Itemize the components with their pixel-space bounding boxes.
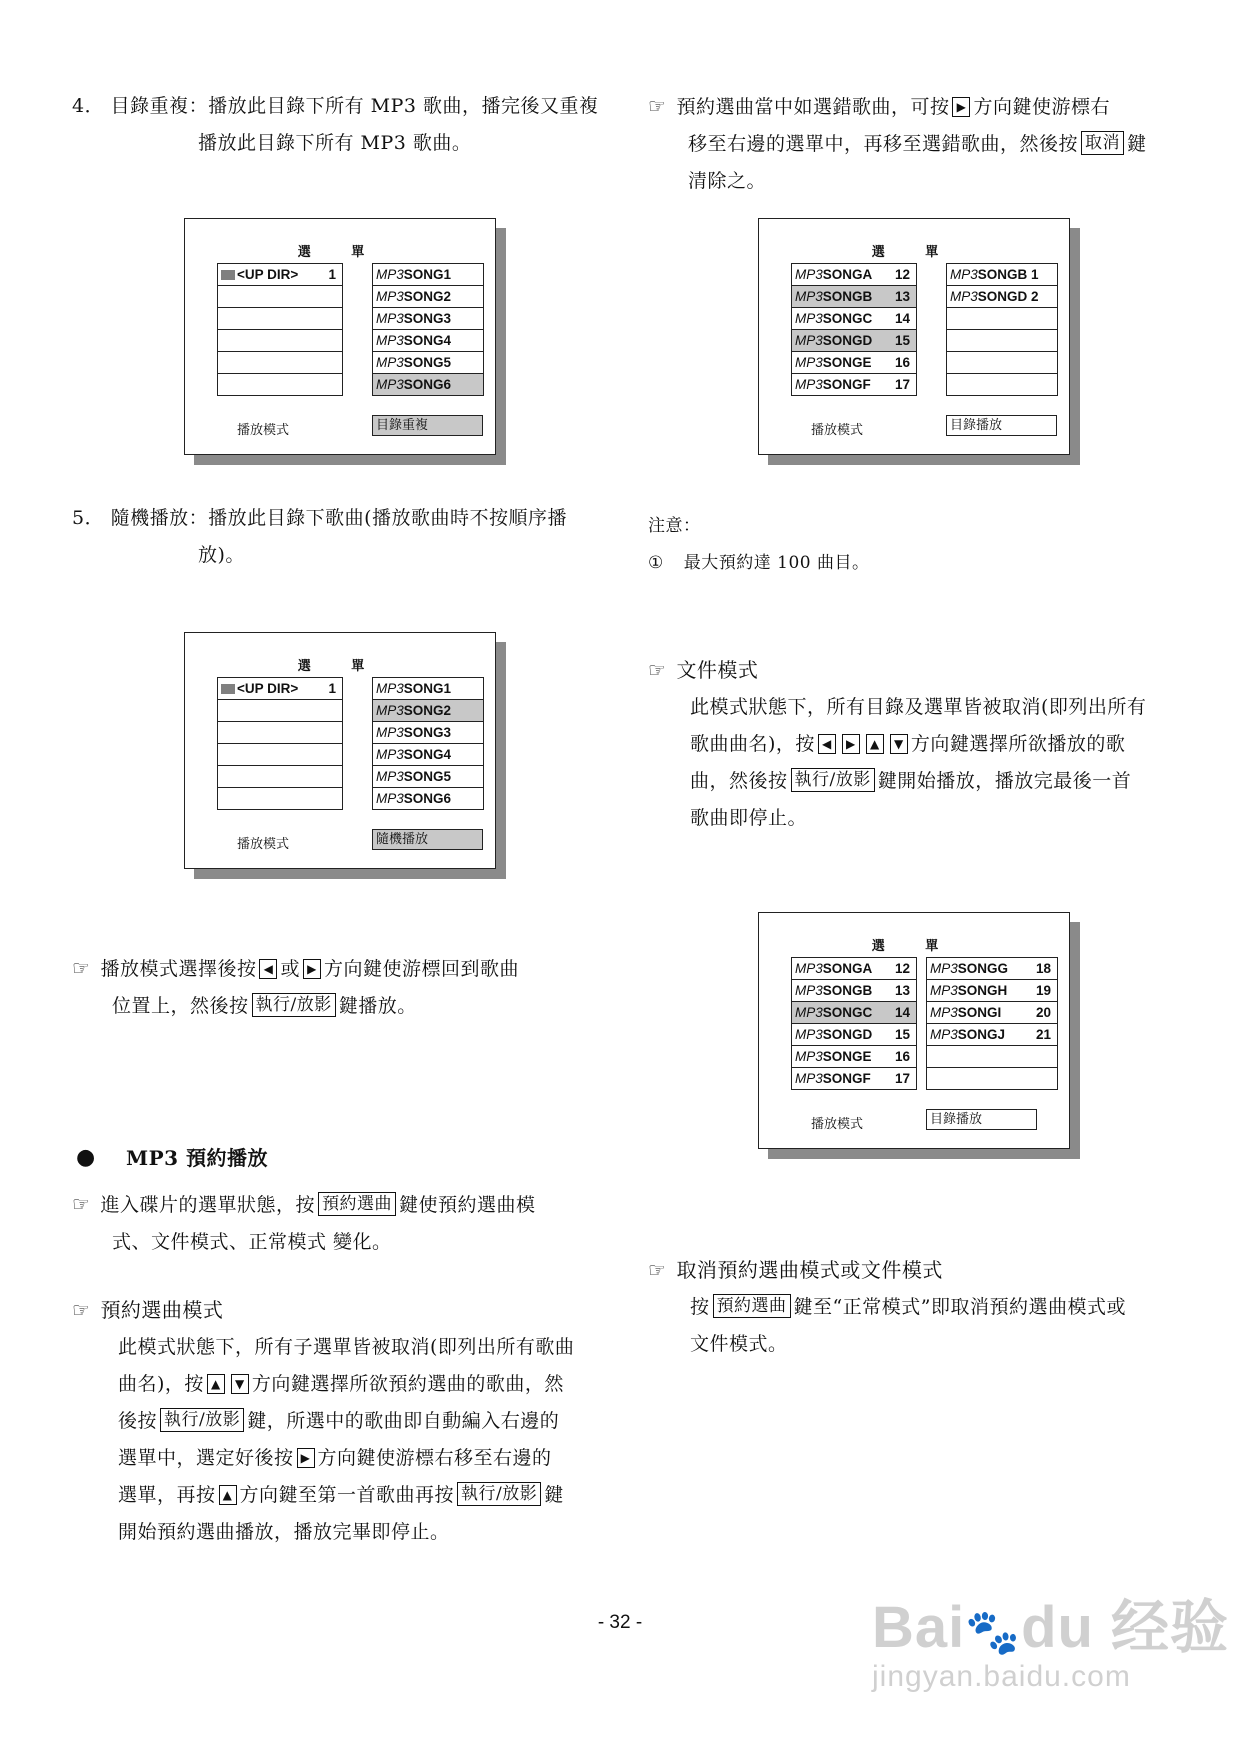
pointing-hand-icon: ☞ <box>72 1192 91 1216</box>
reserve-key: 預約選曲 <box>713 1294 791 1318</box>
item-5-line2: 放)。 <box>198 544 245 566</box>
song-name: SONG2 <box>403 289 452 304</box>
song-name: SONGH <box>957 983 1008 998</box>
song-list-item[interactable] <box>792 264 916 286</box>
song-list-item[interactable] <box>792 308 916 330</box>
left-arrow-key-icon: ◀ <box>818 734 836 754</box>
song-name: SONG5 <box>403 355 452 370</box>
song-name: SONG1 <box>403 681 452 696</box>
song-prefix: MP3 <box>795 311 823 326</box>
song-list-item[interactable] <box>373 352 483 374</box>
song-name: SONGC <box>822 311 873 326</box>
song-name: SONG3 <box>403 311 452 326</box>
song-list-item[interactable] <box>792 1068 916 1089</box>
song-list-item[interactable] <box>373 286 483 308</box>
item-4-directory-repeat <box>72 88 612 162</box>
play-mode-label: 播放模式 <box>811 423 864 438</box>
file-mode-title: 文件模式 <box>676 658 759 682</box>
song-list-item[interactable] <box>792 374 916 395</box>
track-number: 17 <box>894 377 910 392</box>
empty-list-slot[interactable] <box>927 1046 1057 1068</box>
screen-reserve-select <box>758 218 1070 455</box>
song-name: SONGB <box>822 983 873 998</box>
song-name: SONGD <box>822 333 873 348</box>
song-list-item[interactable] <box>927 980 1057 1002</box>
track-number: 14 <box>894 1005 910 1020</box>
empty-list-slot[interactable] <box>218 352 342 374</box>
screen-file-mode <box>758 912 1070 1149</box>
song-prefix: MP3 <box>930 961 958 976</box>
right-arrow-key-icon: ▶ <box>303 959 321 979</box>
item-5-random-play <box>72 500 612 574</box>
song-list-item[interactable] <box>373 678 483 700</box>
song-list-item[interactable] <box>373 700 483 722</box>
song-list-item[interactable] <box>947 286 1057 308</box>
song-name: SONG2 <box>403 703 452 718</box>
song-prefix: MP3 <box>930 1005 958 1020</box>
right-arrow-key-icon: ▶ <box>952 97 970 117</box>
song-name: SONG4 <box>403 747 452 762</box>
file-mode-section: ☞ 文件模式 此模式狀態下，所有目錄及選單皆被取消(即列出所有 歌曲曲名)，按 ◀ ▶ ▲ ▼ 方向鍵選擇所欲播放的歌 曲，然後按 執行/放影 鍵開始播放，播放完最後一首 歌曲即停止。 <box>648 658 1147 829</box>
note-title: 注意： <box>648 516 701 536</box>
song-list-item[interactable] <box>947 264 1057 286</box>
song-name: SONGC <box>822 1005 873 1020</box>
song-name: SONGB 1 <box>977 267 1039 282</box>
song-prefix: MP3 <box>795 289 823 304</box>
song-prefix: MP3 <box>795 267 823 282</box>
cancel-key: 取消 <box>1081 131 1124 155</box>
empty-list-slot[interactable] <box>218 374 342 395</box>
song-name: SONG5 <box>403 769 452 784</box>
song-name: SONGD <box>822 1027 873 1042</box>
up-arrow-key-icon: ▲ <box>207 1374 225 1394</box>
track-number: 15 <box>894 1027 910 1042</box>
screen-3-right-list <box>946 263 1058 396</box>
song-prefix: MP3 <box>795 333 823 348</box>
song-prefix: MP3 <box>376 333 404 348</box>
song-name: SONG1 <box>403 267 452 282</box>
play-mode-label: 播放模式 <box>811 1117 864 1132</box>
track-number: 12 <box>894 961 910 976</box>
song-prefix: MP3 <box>795 1027 823 1042</box>
song-prefix: MP3 <box>376 311 404 326</box>
song-list-item[interactable] <box>373 766 483 788</box>
song-name: SONGI <box>957 1005 1002 1020</box>
track-number: 13 <box>894 983 910 998</box>
tip-cancel-wrong-song: ☞ 預約選曲當中如選錯歌曲，可按 ▶ 方向鍵使游標右 移至右邊的選單中，再移至選錯歌曲，然後按 取消 鍵 清除之。 <box>648 94 1147 192</box>
right-arrow-key-icon: ▶ <box>842 734 860 754</box>
empty-list-slot[interactable] <box>947 330 1057 352</box>
screen-3-left-list <box>791 263 917 396</box>
song-prefix: MP3 <box>376 267 404 282</box>
folder-icon <box>221 684 235 694</box>
song-list-item[interactable] <box>373 744 483 766</box>
track-number: 18 <box>1035 961 1051 976</box>
watermark-url: jingyan.baidu.com <box>872 1660 1131 1693</box>
song-prefix: MP3 <box>795 1049 823 1064</box>
cancel-mode-title: 取消預約選曲模式或文件模式 <box>676 1258 943 1282</box>
screen-directory-repeat <box>184 218 496 455</box>
song-name: SONGA <box>822 961 873 976</box>
song-list-item[interactable] <box>792 1046 916 1068</box>
track-number: 19 <box>1035 983 1051 998</box>
reserve-mode-section: ☞ 預約選曲模式 此模式狀態下，所有子選單皆被取消(即列出所有歌曲 曲名)，按 ▲ ▼ 方向鍵選擇所欲預約選曲的歌曲，然 後按 執行/放影 鍵，所選中的歌曲即自動編入右邊的 選單中，選定好後按 ▶ 方向鍵使游標右移至右邊的 選單，再按 ▲ 方向鍵至第一首歌曲再按 執行/放影 鍵 開始預約選曲播放，播放完畢即停止。 <box>72 1298 575 1543</box>
screen-title: 選 單 <box>871 245 957 260</box>
baidu-jingyan-watermark <box>872 1580 1229 1694</box>
play-mode-label: 播放模式 <box>237 837 290 852</box>
note-1: 最大預約達 100 曲目。 <box>683 553 870 573</box>
track-number: 16 <box>894 1049 910 1064</box>
song-name: SONGJ <box>957 1027 1006 1042</box>
track-number: 21 <box>1035 1027 1051 1042</box>
play-mode-value[interactable]: 隨機播放 <box>372 829 483 850</box>
song-list-item[interactable] <box>373 374 483 395</box>
right-arrow-key-icon: ▶ <box>297 1448 315 1468</box>
song-name: SONG6 <box>403 791 452 806</box>
song-name: SONGF <box>822 377 871 392</box>
song-prefix: MP3 <box>376 703 404 718</box>
song-list-item[interactable] <box>373 308 483 330</box>
track-number: 16 <box>894 355 910 370</box>
down-arrow-key-icon: ▼ <box>231 1374 249 1394</box>
track-number: 17 <box>894 1071 910 1086</box>
song-prefix: MP3 <box>795 983 823 998</box>
song-list-item[interactable] <box>218 678 342 700</box>
song-prefix: MP3 <box>795 1005 823 1020</box>
play-mode-value[interactable]: 目錄播放 <box>926 1109 1037 1130</box>
song-prefix: MP3 <box>930 1027 958 1042</box>
song-prefix: MP3 <box>795 355 823 370</box>
screen-title: 選 單 <box>297 245 383 260</box>
song-prefix: MP3 <box>376 747 404 762</box>
tip-reserve-key: ☞ 進入碟片的選單狀態，按 預約選曲 鍵使預約選曲模 式、文件模式、正常模式 變化。 <box>72 1192 536 1253</box>
reserve-key: 預約選曲 <box>318 1192 396 1216</box>
screen-title: 選 單 <box>297 659 383 674</box>
song-name: SONGB <box>822 289 873 304</box>
screen-2-left-list <box>217 677 343 810</box>
song-name: <UP DIR> <box>237 681 299 696</box>
song-name: SONGE <box>822 1049 872 1064</box>
song-prefix: MP3 <box>376 725 404 740</box>
track-number: 12 <box>894 267 910 282</box>
track-number: 1 <box>328 267 336 282</box>
song-name: SONGE <box>822 355 872 370</box>
song-list-item[interactable] <box>792 286 916 308</box>
empty-list-slot[interactable] <box>218 308 342 330</box>
down-arrow-key-icon: ▼ <box>890 734 908 754</box>
bullet-icon: ● <box>76 1145 96 1170</box>
section-mp3-reserve <box>72 1140 612 1177</box>
song-list-item[interactable] <box>792 980 916 1002</box>
watermark-logo: Bai🐾du 经验 <box>872 1595 1230 1660</box>
song-list-item[interactable] <box>792 1024 916 1046</box>
empty-list-slot[interactable] <box>218 286 342 308</box>
screen-1-right-list <box>372 263 484 396</box>
empty-list-slot[interactable] <box>218 330 342 352</box>
song-prefix: MP3 <box>795 1071 823 1086</box>
empty-list-slot[interactable] <box>218 744 342 766</box>
song-prefix: MP3 <box>376 681 404 696</box>
left-arrow-key-icon: ◀ <box>259 959 277 979</box>
song-name: <UP DIR> <box>237 267 299 282</box>
pointing-hand-icon: ☞ <box>72 956 91 980</box>
song-prefix: MP3 <box>376 377 404 392</box>
empty-list-slot[interactable] <box>218 766 342 788</box>
item-4-line1: 4． 目錄重複：播放此目錄下所有 MP3 歌曲，播完後又重複 <box>72 95 599 117</box>
song-list-item[interactable] <box>792 330 916 352</box>
play-mode-value[interactable]: 目錄重複 <box>372 415 483 436</box>
song-name: SONGF <box>822 1071 871 1086</box>
song-list-item[interactable] <box>927 958 1057 980</box>
song-name: SONG4 <box>403 333 452 348</box>
song-list-item[interactable] <box>373 788 483 809</box>
song-list-item[interactable] <box>927 1024 1057 1046</box>
song-prefix: MP3 <box>950 289 978 304</box>
play-key: 執行/放影 <box>457 1482 541 1506</box>
song-list-item[interactable] <box>792 352 916 374</box>
song-name: SONGG <box>957 961 1009 976</box>
screen-2-right-list <box>372 677 484 810</box>
play-key: 執行/放影 <box>791 768 875 792</box>
play-mode-value[interactable]: 目錄播放 <box>946 415 1057 436</box>
song-list-item[interactable] <box>792 1002 916 1024</box>
up-arrow-key-icon: ▲ <box>866 734 884 754</box>
empty-list-slot[interactable] <box>218 722 342 744</box>
page-number: - 32 - <box>597 1612 643 1633</box>
song-name: SONG3 <box>403 725 452 740</box>
screen-random-play <box>184 632 496 869</box>
song-prefix: MP3 <box>376 355 404 370</box>
screen-title: 選 單 <box>871 939 957 954</box>
track-number: 13 <box>894 289 910 304</box>
folder-icon <box>221 270 235 280</box>
empty-list-slot[interactable] <box>947 308 1057 330</box>
pointing-hand-icon: ☞ <box>648 94 667 118</box>
note-marker: ① <box>648 553 664 573</box>
song-prefix: MP3 <box>376 769 404 784</box>
empty-list-slot[interactable] <box>947 352 1057 374</box>
item-4-line2: 播放此目錄下所有 MP3 歌曲。 <box>198 132 472 154</box>
item-5-line1: 5． 隨機播放：播放此目錄下歌曲(播放歌曲時不按順序播 <box>72 507 568 529</box>
song-prefix: MP3 <box>376 289 404 304</box>
song-list-item[interactable] <box>373 722 483 744</box>
empty-list-slot[interactable] <box>218 700 342 722</box>
track-number: 20 <box>1035 1005 1051 1020</box>
play-key: 執行/放影 <box>160 1408 244 1432</box>
song-prefix: MP3 <box>950 267 978 282</box>
pointing-hand-icon: ☞ <box>648 1258 667 1282</box>
song-list-item[interactable] <box>927 1002 1057 1024</box>
song-list-item[interactable] <box>373 264 483 286</box>
up-arrow-key-icon: ▲ <box>219 1485 237 1505</box>
empty-list-slot[interactable] <box>927 1068 1057 1089</box>
screen-1-left-list <box>217 263 343 396</box>
song-list-item[interactable] <box>218 264 342 286</box>
song-name: SONGA <box>822 267 873 282</box>
screen-4-left-list <box>791 957 917 1090</box>
pointing-hand-icon: ☞ <box>648 658 667 682</box>
empty-list-slot[interactable] <box>218 788 342 809</box>
cancel-mode-section: ☞ 取消預約選曲模式或文件模式 按 預約選曲 鍵至“正常模式”即取消預約選曲模式或 文件模式。 <box>648 1258 1126 1355</box>
play-key: 執行/放影 <box>252 993 336 1017</box>
note-block <box>648 508 1188 582</box>
pointing-hand-icon: ☞ <box>72 1298 91 1322</box>
song-list-item[interactable] <box>792 958 916 980</box>
track-number: 1 <box>328 681 336 696</box>
tip-play-mode-select: ☞ 播放模式選擇後按 ◀ 或 ▶ 方向鍵使游標回到歌曲 位置上，然後按 執行/放影 鍵播放。 <box>72 956 519 1017</box>
empty-list-slot[interactable] <box>947 374 1057 395</box>
song-prefix: MP3 <box>795 961 823 976</box>
song-name: SONGD 2 <box>977 289 1039 304</box>
song-prefix: MP3 <box>795 377 823 392</box>
song-name: SONG6 <box>403 377 452 392</box>
play-mode-label: 播放模式 <box>237 423 290 438</box>
track-number: 14 <box>894 311 910 326</box>
song-prefix: MP3 <box>376 791 404 806</box>
section-title: MP3 預約播放 <box>126 1146 269 1170</box>
screen-4-right-list <box>926 957 1058 1090</box>
reserve-mode-title: 預約選曲模式 <box>100 1298 224 1322</box>
song-prefix: MP3 <box>930 983 958 998</box>
song-list-item[interactable] <box>373 330 483 352</box>
track-number: 15 <box>894 333 910 348</box>
